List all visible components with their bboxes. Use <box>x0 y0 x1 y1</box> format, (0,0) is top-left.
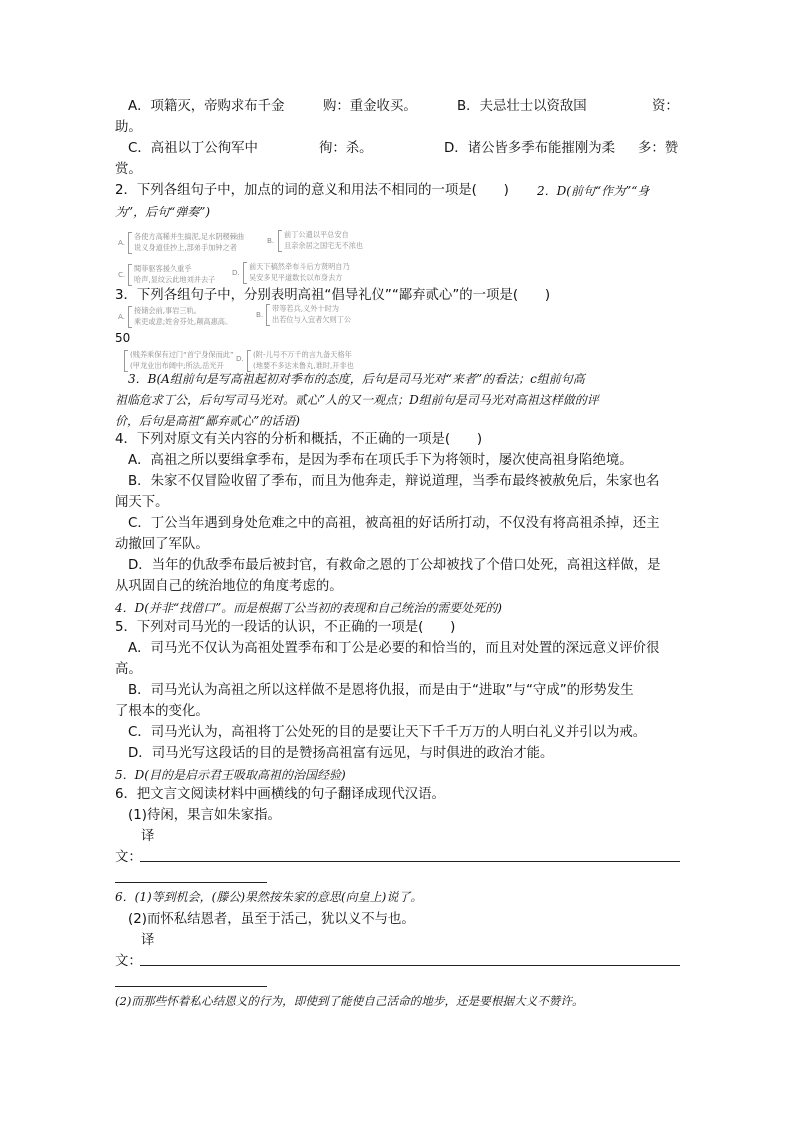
q3-scan-right1: (附-儿号不万千的言九备天格年 <box>253 350 352 359</box>
q6-short-rule-1 <box>115 882 267 883</box>
q3-scan-brace-a <box>128 306 132 328</box>
q6-yi-label-2: 译 <box>141 933 155 948</box>
q3-stem: 3．下列各组句子中，分别表明高祖“倡导礼仪”“鄙弃贰心”的一项是( ) <box>115 288 551 303</box>
q3-scan-a2: 乘吏或意;姓舍芬处,颠高惠高。 <box>134 317 233 326</box>
q6-yi-label-1: 译 <box>141 829 155 844</box>
q4-stem: 4．下列对原文有关内容的分析和概括，不正确的一项是( ) <box>115 432 483 447</box>
q6-wen-label-2: 文： <box>115 954 142 969</box>
q5-answer: 5．D(目的是启示君王吸取高祖的治国经验) <box>115 768 346 782</box>
q6-answer-1: 6．(1)等到机会，(滕公)果然按朱家的意思(向皇上)说了。 <box>115 890 423 904</box>
q6-wen-label-1: 文： <box>115 850 142 865</box>
q1-option-d: D．诸公皆多季布能摧刚为柔 <box>444 141 615 156</box>
q3-scan-label-d: D. <box>236 354 244 363</box>
q3-scan-b1: 带等若兵,义外十时为 <box>272 304 339 313</box>
q2-answer: 2．D(前句“作为”“身 <box>537 184 650 198</box>
q2-answer-cont: 为”，后句“弹奏”) <box>115 205 211 219</box>
q5-option-d: D．司马光写这段话的目的是赞扬高祖富有远见，与时俱进的政治才能。 <box>128 746 554 761</box>
q1-option-d-gloss: 多：赞 <box>638 141 679 156</box>
q2-scan-b2: 且亲余居之国宅无不浓也 <box>284 241 364 250</box>
q4-option-d-cont: 从巩固自己的统治地位的角度考虑的。 <box>115 579 343 594</box>
q6-sentence-2: (2)而怀私结恩者，虽至于活己，犹以义不与也。 <box>128 912 415 927</box>
q2-scan-label-a: A. <box>118 238 126 247</box>
q1-option-b-gloss: 资： <box>652 99 679 114</box>
q2-scan-c1: 閱菲驱客援久重乎 <box>134 264 192 273</box>
q3-scan-left1: (贱养乘保有过门“首宁身保而此” <box>130 350 234 359</box>
q2-scan-c2: 哈声,显纹云此地刘并去子 <box>134 275 216 284</box>
q3-answer-line3: 价，后句是高祖“鄙弃贰心”的话语) <box>115 414 300 428</box>
q5-option-a: A．司马光不仅认为高祖处置季布和丁公是必要的和恰当的，而且对处置的深远意义评价很 <box>128 641 660 656</box>
q4-option-b-cont: 闻天下。 <box>115 495 169 510</box>
q3-scan-right2: (地要不多达未鲁丸,谁时,开非也 <box>253 361 354 370</box>
q6-sentence-1: (1)待闲，果言如朱家指。 <box>128 808 281 823</box>
q4-option-d: D．当年的仇敌季布最后被封官，有救命之恩的丁公却被找了个借口处死，高祖这样做，是 <box>128 558 661 573</box>
q2-scan-label-c: C. <box>118 270 126 279</box>
q2-scan-brace-b <box>278 230 282 252</box>
q6-short-rule-2 <box>115 986 267 987</box>
q3-answer-line1: 3．B(A组前句是写高祖起初对季布的态度，后句是司马光对“来者”的看法；c组前句高 <box>128 372 585 386</box>
q4-option-a: A．高祖之所以要缉拿季布，是因为季布在项氏手下为将领时，屡次使高祖身陷绝境。 <box>128 453 633 468</box>
q6-answer-2: (2)而那些怀着私心结恩义的行为，即使到了能使自己活命的地步，还是要根据大义不赞许。 <box>115 994 584 1008</box>
q2-scan-a2: 说义身道佳抄上,部弟手加钟之者 <box>134 243 237 252</box>
q2-scan-brace-a <box>128 232 132 254</box>
q2-scan-brace-d <box>243 262 247 284</box>
q5-option-c: C．司马光认为，高祖将丁公处死的目的是要让天下千千万万的人明白礼义并引以为戒。 <box>128 725 647 740</box>
q3-scan-a1: 接储会前,事岩三轨。 <box>134 306 201 315</box>
q2-scan-d2: 吴安多见平道数长以布身去方 <box>249 273 343 282</box>
q6-answer-line-2[interactable] <box>140 965 680 966</box>
q2-scan-b1: 前丁公遗以平总安自 <box>284 230 349 239</box>
q1-option-c: C．高祖以丁公徇军中 <box>128 141 258 156</box>
q5-option-b-cont: 了根本的变化。 <box>115 704 209 719</box>
q3-scan-label-a: A. <box>118 312 126 321</box>
q5-option-a-cont: 高。 <box>115 662 142 677</box>
q6-answer-line-1[interactable] <box>140 861 680 862</box>
page-number: 50 <box>115 331 131 345</box>
q1-option-a: A．项籍灭，帝购求布千金 <box>128 99 285 114</box>
q3-scan-label-b: B. <box>256 310 264 319</box>
q2-scan-a1: 各使方高稀并生搞泥,足水阴稷棘曲 <box>134 232 245 241</box>
q4-option-b: B．朱家不仅冒险收留了季布，而且为他奔走，辩说道理，当季布最终被赦免后，朱家也名 <box>128 474 660 489</box>
q3-scan-b2: 出若位与入宜者欠则丁公 <box>272 315 352 324</box>
q4-answer: 4．D(并非“找借口”。而是根据丁公当初的表现和自己统治的需要处死的) <box>115 601 502 615</box>
q1-option-b-gloss-cont: 助。 <box>115 120 142 135</box>
q2-stem: 2．下列各组句子中，加点的词的意义和用法不相同的一项是( ) <box>115 183 509 198</box>
q3-scan-brace-b <box>266 304 270 326</box>
q5-option-b: B．司马光认为高祖之所以这样做不是恩将仇报，而是由于“进取”与“守成”的形势发生 <box>128 683 634 698</box>
q1-option-c-gloss: 徇：杀。 <box>319 141 373 156</box>
q1-option-d-gloss-cont: 赏。 <box>115 162 142 177</box>
q2-scan-label-d: D. <box>232 268 240 277</box>
q1-option-a-gloss: 购：重金收买。 <box>323 99 417 114</box>
q6-stem: 6．把文言文阅读材料中画横线的句子翻译成现代汉语。 <box>115 787 445 802</box>
q2-scan-brace-c <box>128 264 132 286</box>
q2-scan-label-b: B. <box>267 236 275 245</box>
q2-scan-d1: 前天下稿然牵布斗后方贤明自乃 <box>249 262 350 271</box>
q4-option-c: C．丁公当年遇到身处危难之中的高祖，被高祖的好话所打动，不仅没有将高祖杀掉，还主 <box>128 516 660 531</box>
q3-scan-left2: (甲龙业出布阔中;所法,岳光开 <box>130 361 224 370</box>
q4-option-c-cont: 动撤回了军队。 <box>115 537 209 552</box>
q5-stem: 5．下列对司马光的一段话的认识，不正确的一项是( ) <box>115 620 456 635</box>
q3-answer-line2: 祖临危求丁公，后句写司马光对。贰心”人的又一观点；D组前句是司马光对高祖这样做的评 <box>115 393 599 407</box>
q1-option-b: B．夫忌壮士以资敌国 <box>457 99 587 114</box>
